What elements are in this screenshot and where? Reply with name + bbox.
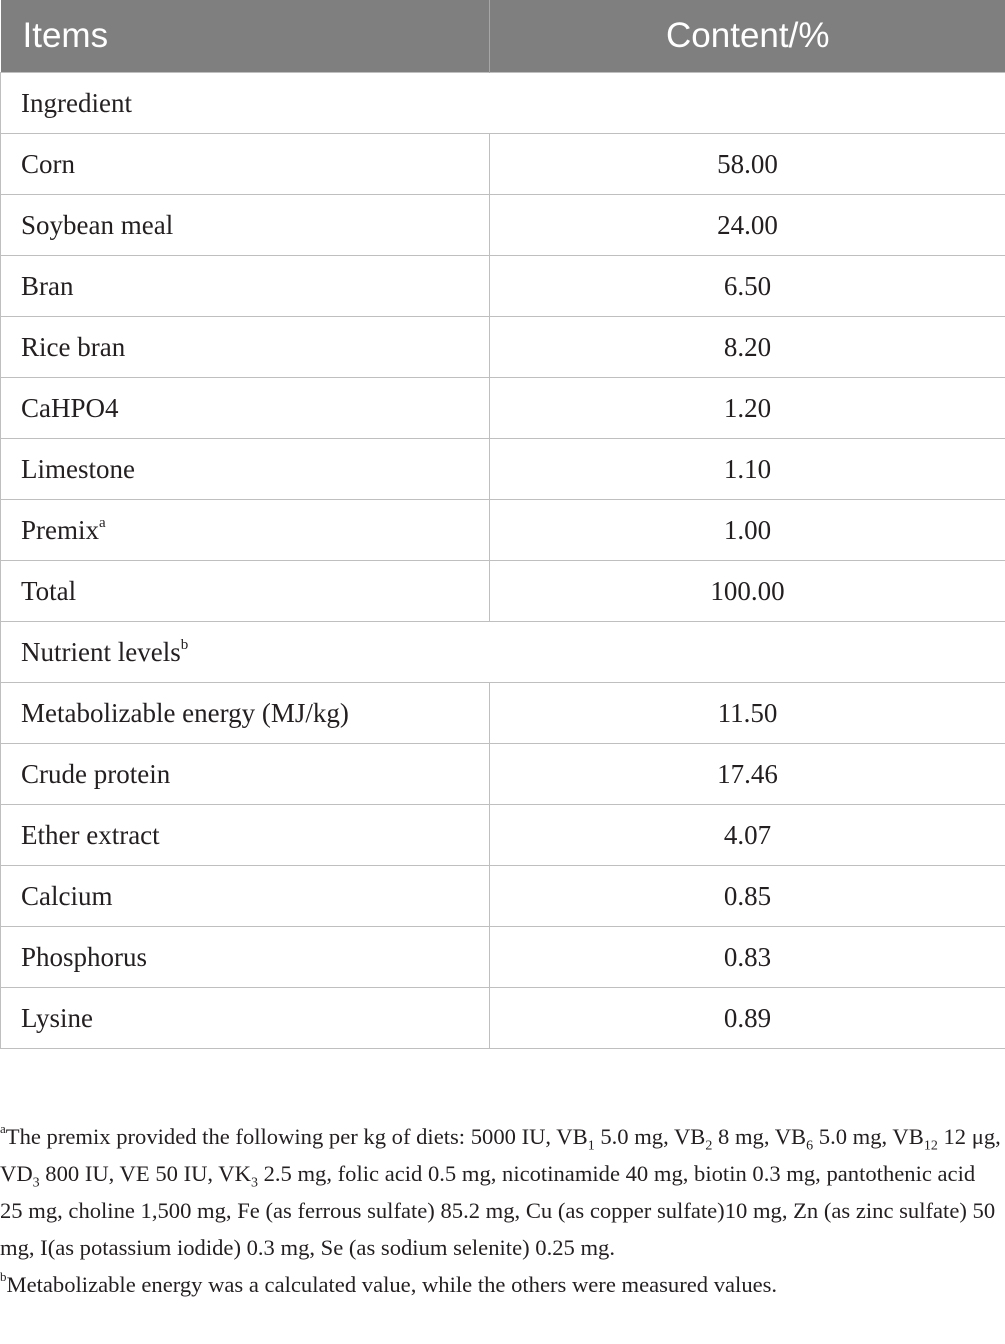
item-cell [1, 256, 490, 317]
item-cell [1, 927, 490, 988]
item-cell [1, 561, 490, 622]
table-row [1, 439, 1005, 500]
footnote-marker: b [180, 636, 189, 653]
section-row [1, 73, 1005, 134]
subscript: 1 [587, 1138, 595, 1154]
item-name: Lysine [21, 1002, 93, 1033]
table-row [1, 378, 1005, 439]
content-value: 0.89 [490, 988, 1005, 1049]
table-row [1, 195, 1005, 256]
footnote-text: 12 μg, VD [0, 1124, 1001, 1186]
subscript: 2 [705, 1138, 713, 1154]
header-row [1, 0, 1005, 73]
table-row [1, 256, 1005, 317]
item-name: Corn [21, 148, 75, 179]
table-row [1, 683, 1005, 744]
content-value: 24.00 [490, 195, 1005, 256]
table-row [1, 317, 1005, 378]
item-cell [1, 134, 490, 195]
footnote-b [0, 1266, 1002, 1303]
section-title [1, 73, 1005, 134]
item-name: Phosphorus [21, 941, 148, 972]
subscript: 12 [923, 1138, 938, 1154]
section-title-text: Ingredient [21, 87, 132, 118]
item-cell [1, 378, 490, 439]
footnote-text: 5.0 mg, VB [813, 1124, 924, 1149]
item-name: Limestone [21, 453, 135, 484]
subscript: 3 [32, 1175, 40, 1191]
item-name: Soybean meal [21, 209, 174, 240]
item-name: Ether extract [21, 819, 160, 850]
table-row [1, 927, 1005, 988]
item-cell [1, 439, 490, 500]
item-name: Bran [21, 270, 74, 301]
content-value: 6.50 [490, 256, 1005, 317]
table-row [1, 134, 1005, 195]
content-value: 1.20 [490, 378, 1005, 439]
content-value: 1.10 [490, 439, 1005, 500]
footnote-text: 5.0 mg, VB [594, 1124, 706, 1149]
item-cell [1, 195, 490, 256]
section-title [1, 622, 1005, 683]
footnote-text: 800 IU, VE 50 IU, VK [39, 1161, 251, 1186]
content-value: 58.00 [490, 134, 1005, 195]
item-name: Crude protein [21, 758, 171, 789]
item-cell [1, 683, 490, 744]
footnotes [0, 1118, 1002, 1303]
section-row [1, 622, 1005, 683]
table-row [1, 744, 1005, 805]
section-title-text: Nutrient levels [21, 636, 181, 667]
subscript: 3 [250, 1175, 258, 1191]
footnote-text: 2.5 mg, folic acid 0.5 mg, nicotinamide 40 mg, biotin 0.3 mg, pantothenic acid 25 mg, choline 1,500 mg, Fe (as ferrous sulfate) 85.2 mg, Cu (as copper sulfate)10 mg, Zn (as zinc sulfate) 50 mg, I(as potassium iodide) 0.3 mg, Se (as sodium selenite) 0.25 mg. [0, 1161, 996, 1260]
table-row [1, 500, 1005, 561]
item-cell [1, 500, 490, 561]
item-name: CaHPO4 [21, 392, 119, 423]
item-cell [1, 317, 490, 378]
content-value: 17.46 [490, 744, 1005, 805]
content-value: 0.85 [490, 866, 1005, 927]
item-name: Total [21, 575, 77, 606]
item-cell [1, 988, 490, 1049]
table-row [1, 866, 1005, 927]
header-content: Content/% [490, 0, 1005, 73]
header-items: Items [1, 0, 490, 73]
footnote-text: The premix provided the following per kg of diets: 5000 IU, VB [5, 1124, 588, 1149]
content-value: 0.83 [490, 927, 1005, 988]
footnote-marker: a [0, 1121, 6, 1137]
item-cell [1, 866, 490, 927]
footnote-text: Metabolizable energy was a calculated value, while the others were measured values. [6, 1272, 778, 1297]
table-row [1, 805, 1005, 866]
content-value: 4.07 [490, 805, 1005, 866]
item-name: Rice bran [21, 331, 126, 362]
footnote-a [0, 1118, 1002, 1266]
item-name: Calcium [21, 880, 113, 911]
footnote-marker: a [99, 514, 106, 531]
table-row [1, 561, 1005, 622]
item-name: Metabolizable energy (MJ/kg) [21, 697, 349, 728]
content-value: 100.00 [490, 561, 1005, 622]
content-value: 11.50 [490, 683, 1005, 744]
table-body [1, 73, 1005, 1049]
item-cell [1, 744, 490, 805]
content-value: 1.00 [490, 500, 1005, 561]
content-value: 8.20 [490, 317, 1005, 378]
footnote-marker: b [0, 1269, 7, 1285]
item-cell [1, 805, 490, 866]
footnote-text: 8 mg, VB [712, 1124, 807, 1149]
item-name: Premix [21, 514, 99, 545]
table-row [1, 988, 1005, 1049]
subscript: 6 [806, 1138, 814, 1154]
